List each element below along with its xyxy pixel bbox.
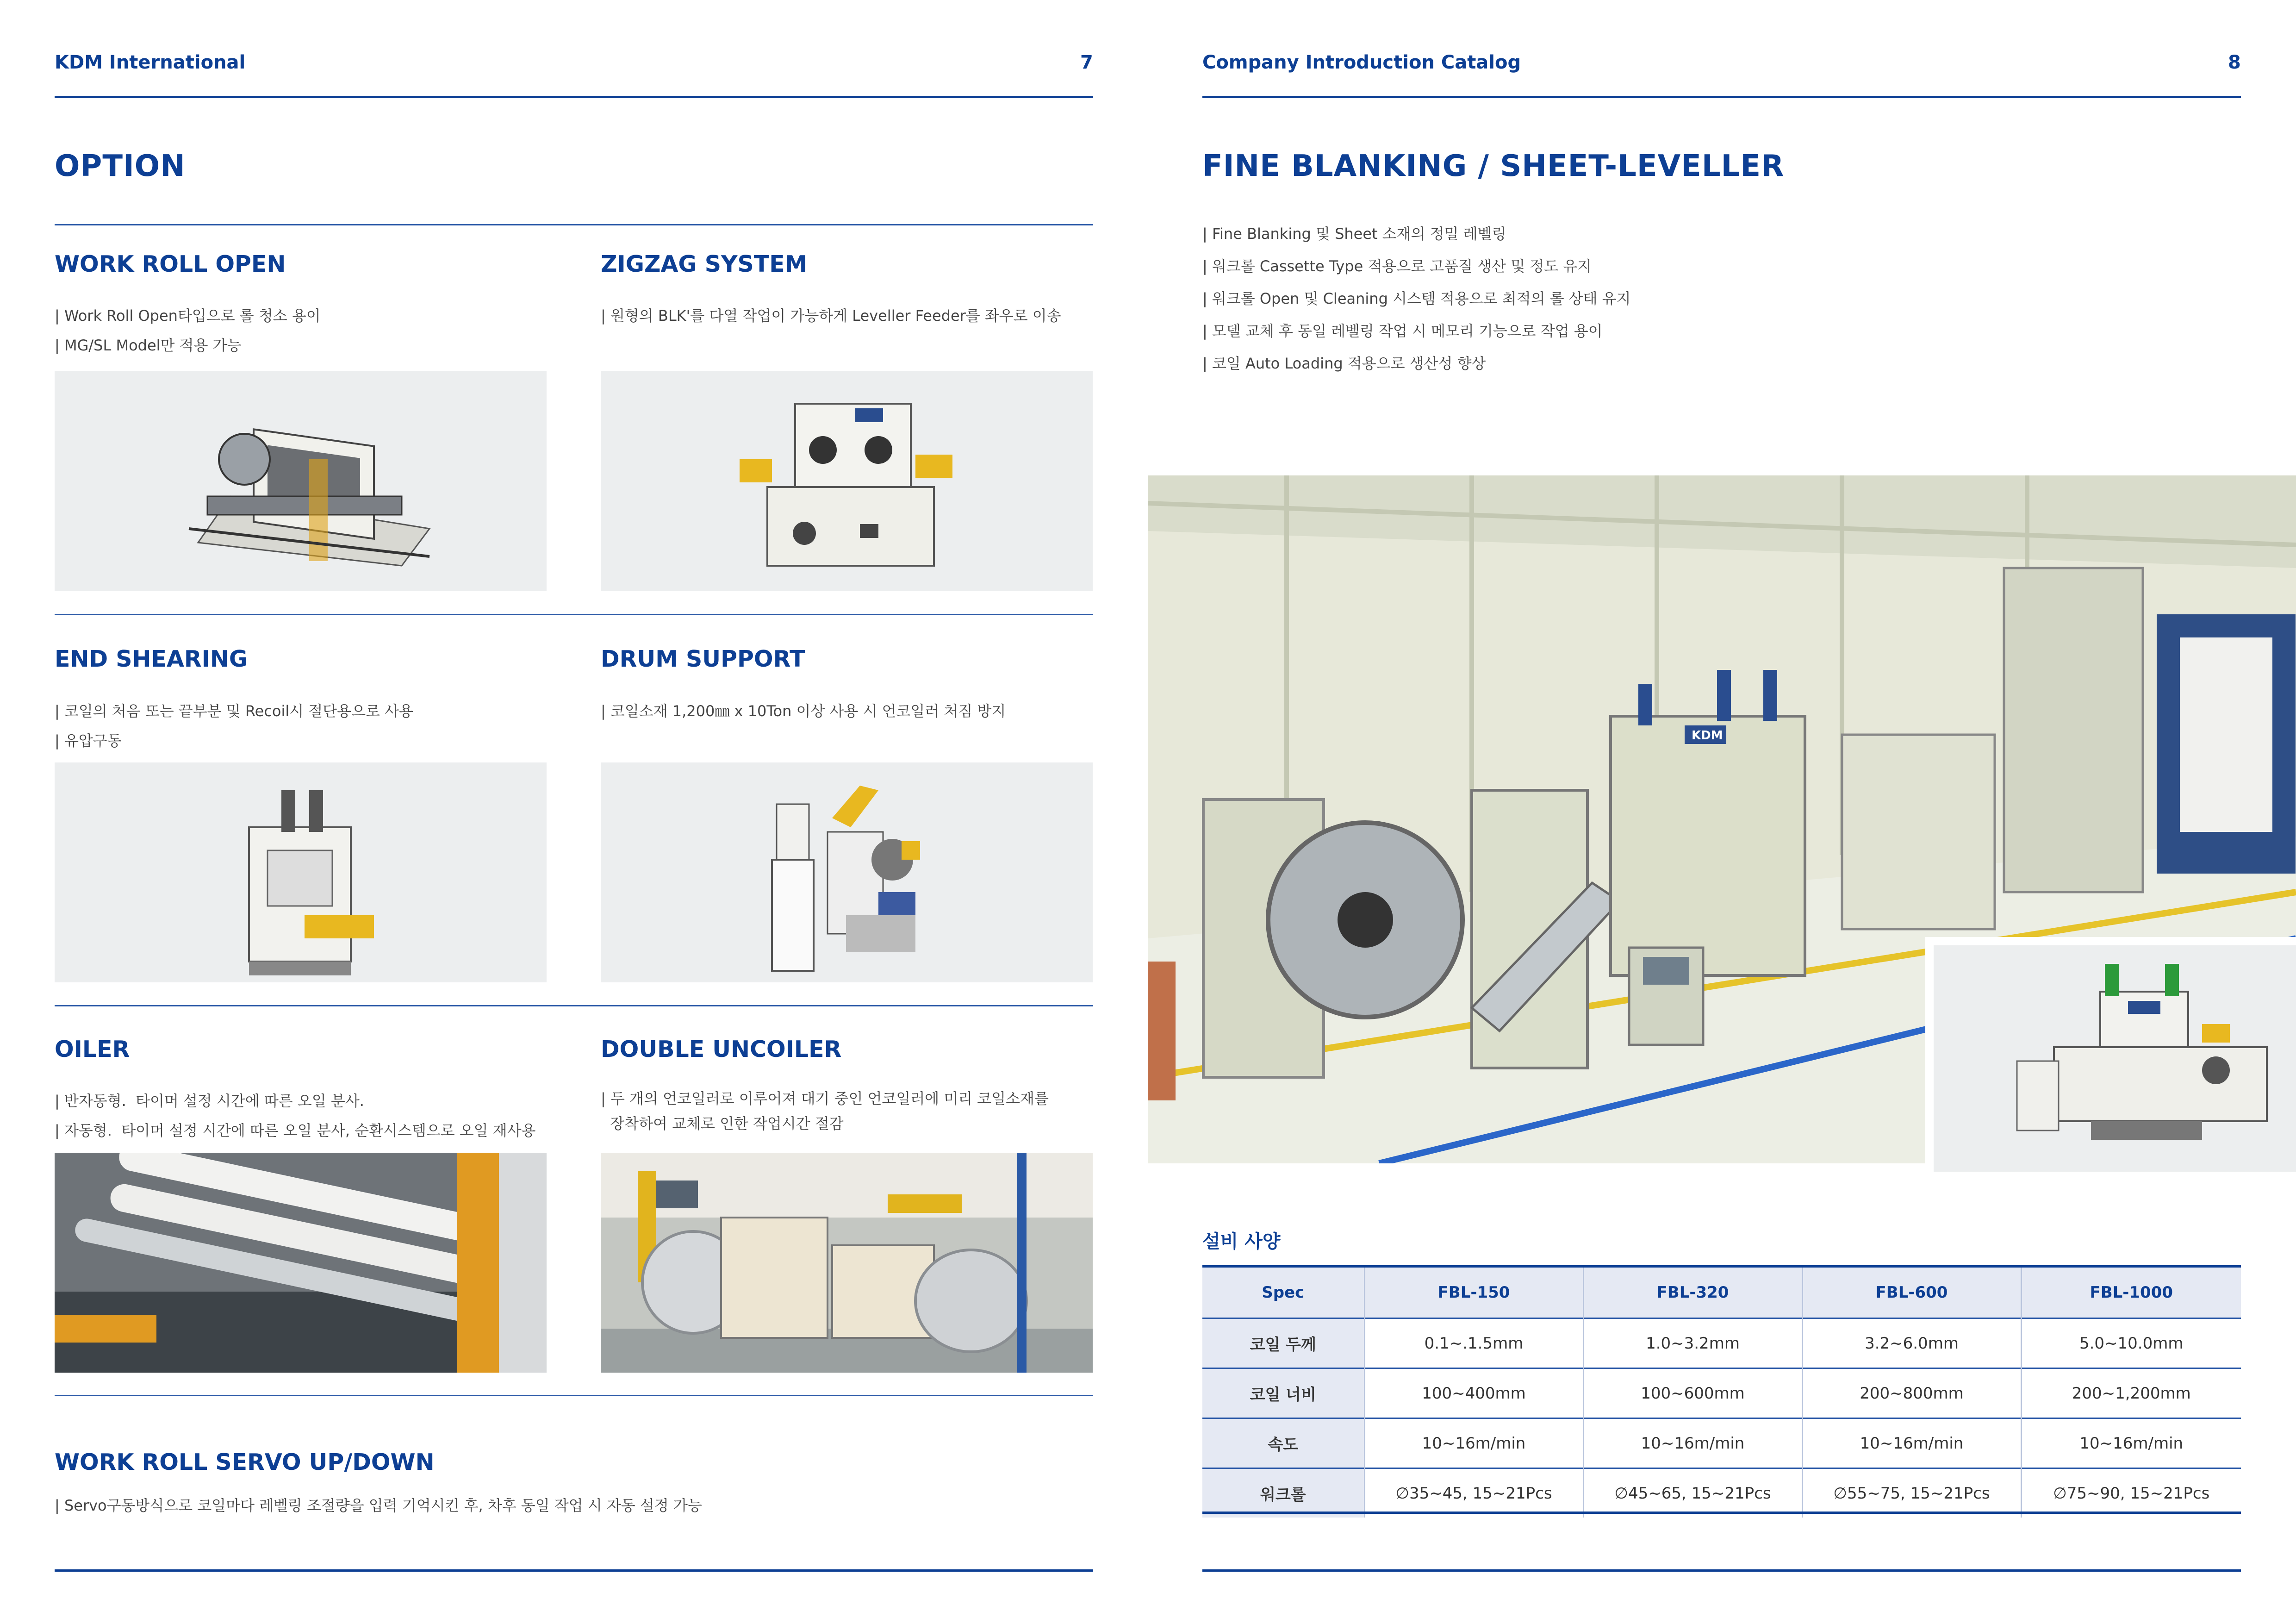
machine-logo: KDM <box>1692 729 1723 743</box>
table-row-label: 워크롤 <box>1202 1468 1364 1518</box>
feature-bullet-3: | 워크롤 Open 및 Cleaning 시스템 적용으로 최적의 롤 상태 유지 <box>1202 290 1631 307</box>
image-work-roll-open <box>55 371 547 591</box>
table-bottom-rule <box>1202 1512 2241 1514</box>
left-footer-rule <box>55 1569 1093 1572</box>
table-row <box>1202 1418 2241 1468</box>
section-title-double-uncoiler: DOUBLE UNCOILER <box>601 1036 842 1062</box>
table-cell: ∅35~45, 15~21Pcs <box>1364 1468 1583 1518</box>
section-desc-work-roll-servo-1: | Servo구동방식으로 코일마다 레벨링 조절량을 입력 기억시킨 후, 차후 동일 작업 시 자동 설정 가능 <box>55 1497 702 1514</box>
divider-row4 <box>55 1395 1093 1396</box>
section-title-work-roll-open: WORK ROLL OPEN <box>55 251 286 277</box>
section-desc-drum-support-1: | 코일소재 1,200㎜ x 10Ton 이상 사용 시 언코일러 처짐 방지 <box>601 702 1006 720</box>
table-header-row <box>1202 1268 2241 1318</box>
image-double-uncoiler <box>601 1153 1093 1373</box>
left-page-number: 7 <box>1080 52 1093 73</box>
section-desc-work-roll-open-1: | Work Roll Open타입으로 롤 청소 용이 <box>55 307 321 325</box>
image-end-shearing <box>55 762 547 982</box>
feature-bullet-5: | 코일 Auto Loading 적용으로 생산성 향상 <box>1202 355 1486 372</box>
section-desc-double-uncoiler-1: | 두 개의 언코일러로 이루어져 대기 중인 언코일러에 미리 코일소재를 <box>601 1090 1049 1107</box>
table-cell: 10~16m/min <box>1802 1418 2021 1468</box>
right-page-title: FINE BLANKING / SHEET-LEVELLER <box>1202 149 1785 183</box>
section-title-zigzag-system: ZIGZAG SYSTEM <box>601 251 808 277</box>
divider-row3 <box>55 1005 1093 1006</box>
table-row-label: 코일 두께 <box>1202 1318 1364 1368</box>
table-row <box>1202 1468 2241 1518</box>
table-cell: ∅75~90, 15~21Pcs <box>2021 1468 2241 1518</box>
table-header-cell: FBL-150 <box>1364 1268 1583 1318</box>
left-header-rule <box>55 96 1093 98</box>
divider-row2 <box>55 614 1093 615</box>
table-cell: 200~1,200mm <box>2021 1368 2241 1418</box>
table-header-cell: FBL-1000 <box>2021 1268 2241 1318</box>
table-cell: ∅45~65, 15~21Pcs <box>1583 1468 1802 1518</box>
section-desc-end-shearing-1: | 코일의 처음 또는 끝부분 및 Recoil시 절단용으로 사용 <box>55 702 413 720</box>
table-row <box>1202 1368 2241 1418</box>
section-desc-end-shearing-2: | 유압구동 <box>55 732 122 750</box>
section-desc-work-roll-open-2: | MG/SL Model만 적용 가능 <box>55 337 242 354</box>
divider-row1 <box>55 224 1093 225</box>
table-row-label: 속도 <box>1202 1418 1364 1468</box>
section-desc-oiler-1: | 반자동형. 타이머 설정 시간에 따른 오일 분사. <box>55 1092 364 1110</box>
section-title-work-roll-servo: WORK ROLL SERVO UP/DOWN <box>55 1449 435 1475</box>
section-title-oiler: OILER <box>55 1036 130 1062</box>
image-fine-blanking-machine <box>1925 937 2296 1172</box>
table-cell: 5.0~10.0mm <box>2021 1318 2241 1368</box>
feature-bullet-1: | Fine Blanking 및 Sheet 소재의 정밀 레벨링 <box>1202 225 1506 243</box>
table-cell: 10~16m/min <box>1583 1418 1802 1468</box>
table-header-cell: FBL-320 <box>1583 1268 1802 1318</box>
section-desc-zigzag-1: | 원형의 BLK'를 다열 작업이 가능하게 Leveller Feeder를 좌우로 이송 <box>601 307 1061 325</box>
table-cell: 1.0~3.2mm <box>1583 1318 1802 1368</box>
feature-bullet-4: | 모델 교체 후 동일 레벨링 작업 시 메모리 기능으로 작업 용이 <box>1202 322 1603 340</box>
section-title-drum-support: DRUM SUPPORT <box>601 646 805 672</box>
spec-title: 설비 사양 <box>1202 1231 1281 1252</box>
right-page-number: 8 <box>2228 52 2241 73</box>
section-desc-oiler-2: | 자동형. 타이머 설정 시간에 따른 오일 분사, 순환시스템으로 오일 재사용 <box>55 1122 536 1139</box>
left-header-title: KDM International <box>55 52 246 73</box>
left-page-title: OPTION <box>55 149 186 183</box>
table-header-cell: FBL-600 <box>1802 1268 2021 1318</box>
right-footer-rule <box>1202 1569 2241 1572</box>
table-cell: 100~600mm <box>1583 1368 1802 1418</box>
feature-bullet-2: | 워크롤 Cassette Type 적용으로 고품질 생산 및 정도 유지 <box>1202 257 1592 275</box>
image-drum-support <box>601 762 1093 982</box>
table-header-cell: Spec <box>1202 1268 1364 1318</box>
table-cell: 10~16m/min <box>1364 1418 1583 1468</box>
spec-table <box>1202 1268 2241 1518</box>
table-cell: 10~16m/min <box>2021 1418 2241 1468</box>
right-header-title: Company Introduction Catalog <box>1202 52 1521 73</box>
image-oiler <box>55 1153 547 1373</box>
table-cell: 200~800mm <box>1802 1368 2021 1418</box>
table-cell: 100~400mm <box>1364 1368 1583 1418</box>
section-desc-double-uncoiler-2: 장착하여 교체로 인한 작업시간 절감 <box>601 1115 844 1132</box>
image-zigzag-system <box>601 371 1093 591</box>
table-row-label: 코일 너비 <box>1202 1368 1364 1418</box>
table-row <box>1202 1318 2241 1368</box>
table-cell: 3.2~6.0mm <box>1802 1318 2021 1368</box>
right-header-rule <box>1202 96 2241 98</box>
section-title-end-shearing: END SHEARING <box>55 646 248 672</box>
table-cell: ∅55~75, 15~21Pcs <box>1802 1468 2021 1518</box>
table-cell: 0.1~.1.5mm <box>1364 1318 1583 1368</box>
